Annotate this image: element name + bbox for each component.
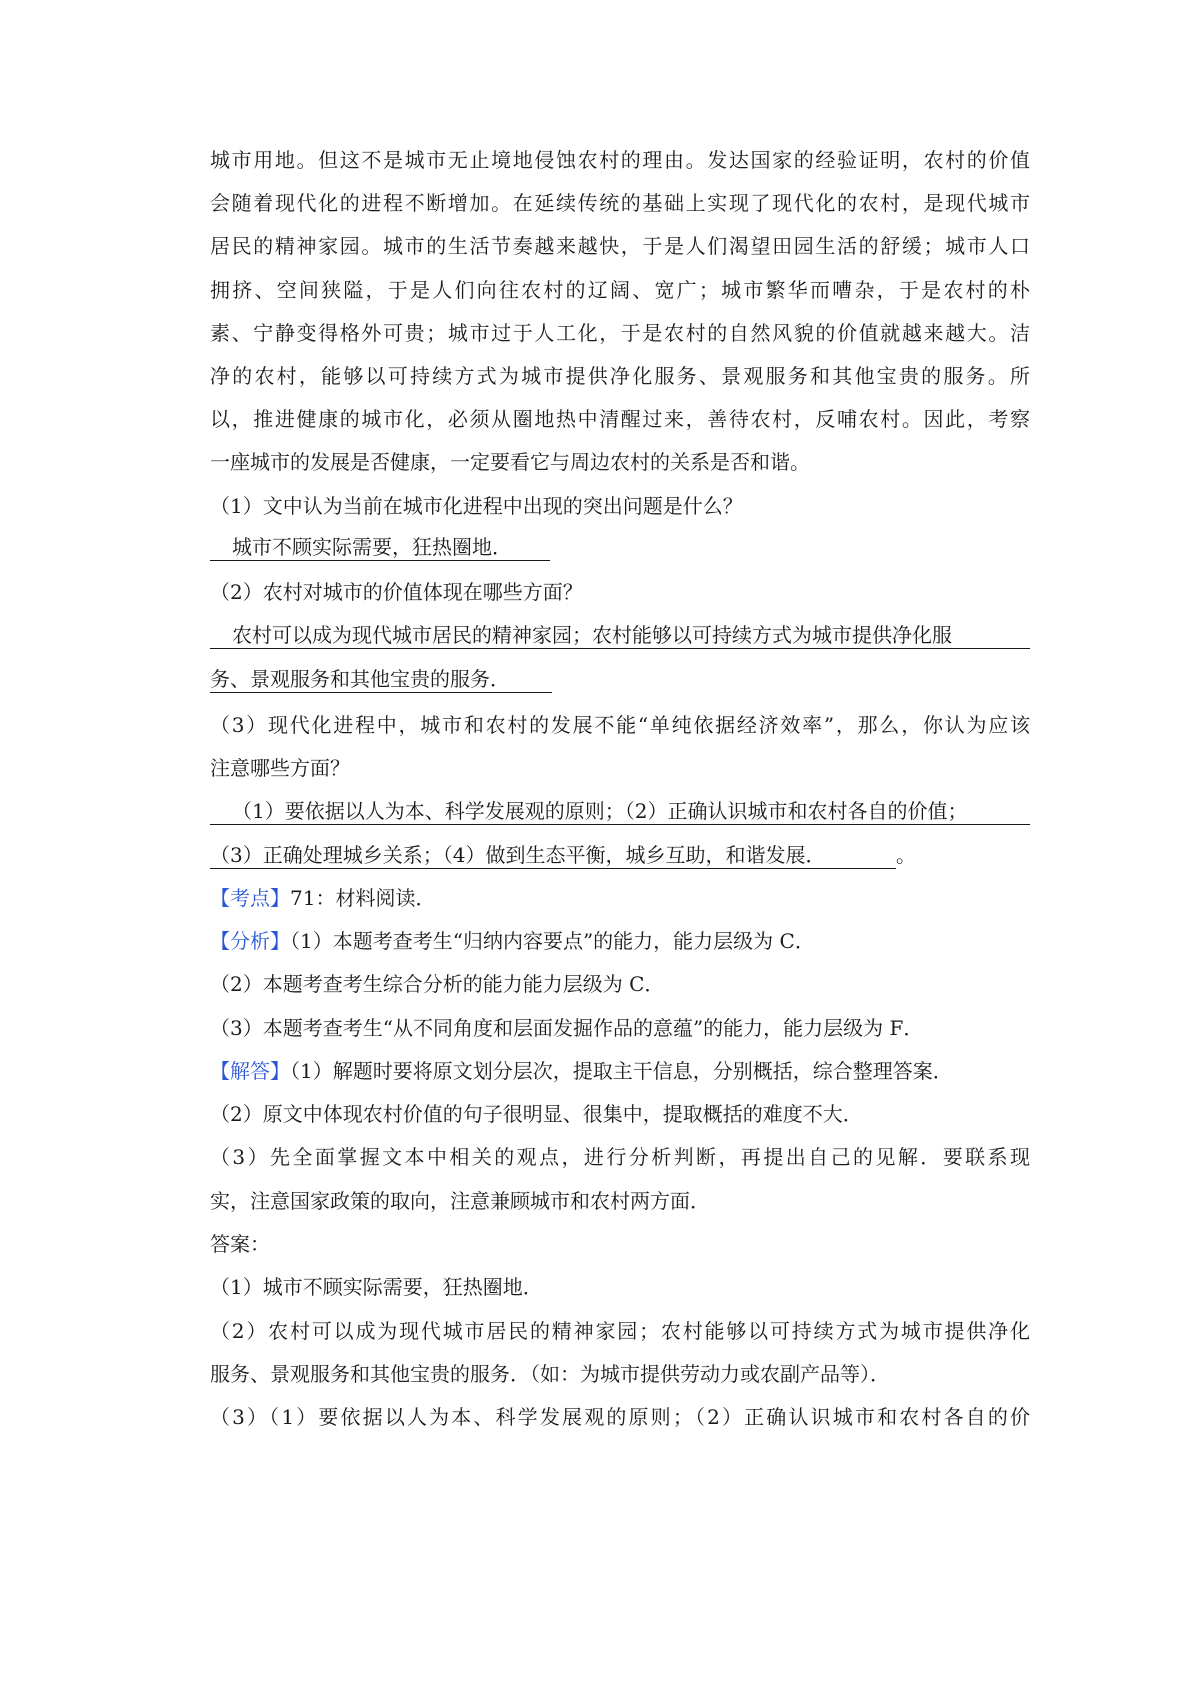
question-3-answer-line-1 xyxy=(210,796,1030,826)
jieda-line-1 xyxy=(210,1056,1030,1086)
jieda-line-4: 实，注意国家政策的取向，注意兼顾城市和农村两方面． xyxy=(210,1189,710,1213)
passage-line: 一座城市的发展是否健康，一定要看它与周边农村的关系是否和谐。 xyxy=(210,450,810,474)
answer-2-line-2: 服务、景观服务和其他宝贵的服务．（如：为城市提供劳动力或农副产品等）． xyxy=(210,1362,890,1386)
question-3-answer-line-2 xyxy=(210,840,1030,870)
jieda-tag: 【解答】 xyxy=(210,1059,290,1083)
kaodian-text: 71：材料阅读． xyxy=(290,886,436,910)
kaodian-line xyxy=(210,883,1030,913)
answer-blank: 务、景观服务和其他宝贵的服务． xyxy=(210,666,552,693)
passage-line: 净的农村，能够以可持续方式为城市提供净化服务、景观服务和其他宝贵的服务。所 xyxy=(210,364,1030,388)
fenxi-line-3: （3）本题考查考生“从不同角度和层面发掘作品的意蕴”的能力，能力层级为 F． xyxy=(210,1016,924,1040)
fenxi-text: （1）本题考查考生“归纳内容要点”的能力，能力层级为 C． xyxy=(290,929,815,953)
passage-line: 拥挤、空间狭隘，于是人们向往农村的辽阔、宽广；城市繁华而嘈杂，于是农村的朴 xyxy=(210,278,1030,302)
question-1-answer xyxy=(210,532,1030,562)
passage-line: 城市用地。但这不是城市无止境地侵蚀农村的理由。发达国家的经验证明，农村的价值 xyxy=(210,148,1030,172)
question-1: （1）文中认为当前在城市化进程中出现的突出问题是什么？ xyxy=(210,494,743,518)
jieda-line-2: （2）原文中体现农村价值的句子很明显、很集中，提取概括的难度不大． xyxy=(210,1102,863,1126)
answer-2-line-1: （2）农村可以成为现代城市居民的精神家园；农村能够以可持续方式为城市提供净化 xyxy=(210,1319,1030,1343)
question-2: （2）农村对城市的价值体现在哪些方面？ xyxy=(210,580,583,604)
answer-blank: 农村可以成为现代城市居民的精神家园；农村能够以可持续方式为城市提供净化服 xyxy=(210,622,1030,649)
fenxi-line-2: （2）本题考查考生综合分析的能力能力层级为 C． xyxy=(210,972,665,996)
answer-3-line-1: （3）（1）要依据以人为本、科学发展观的原则；（2）正确认识城市和农村各自的价 xyxy=(210,1405,1030,1429)
question-3-line-1: （3）现代化进程中，城市和农村的发展不能“单纯依据经济效率”，那么，你认为应该 xyxy=(210,713,1030,737)
answer-blank: 城市不顾实际需要，狂热圈地． xyxy=(210,534,550,561)
jieda-line-3: （3）先全面掌握文本中相关的观点，进行分析判断，再提出自己的见解．要联系现 xyxy=(210,1145,1030,1169)
jieda-text: （1）解题时要将原文划分层次，提取主干信息，分别概括，综合整理答案． xyxy=(290,1059,953,1083)
answer-end-mark: 。 xyxy=(896,843,916,867)
passage-line: 素、宁静变得格外可贵；城市过于人工化，于是农村的自然风貌的价值就越来越大。洁 xyxy=(210,321,1030,345)
fenxi-tag: 【分析】 xyxy=(210,929,290,953)
question-3-line-2: 注意哪些方面？ xyxy=(210,756,350,780)
kaodian-tag: 【考点】 xyxy=(210,886,290,910)
question-2-answer-line-1 xyxy=(210,620,1030,650)
passage-line: 会随着现代化的进程不断增加。在延续传统的基础上实现了现代化的农村，是现代城市 xyxy=(210,191,1030,215)
answers-heading: 答案： xyxy=(210,1232,270,1256)
answer-1: （1）城市不顾实际需要，狂热圈地． xyxy=(210,1275,543,1299)
answer-blank: （1）要依据以人为本、科学发展观的原则；（2）正确认识城市和农村各自的价值； xyxy=(210,798,1030,825)
fenxi-line-1 xyxy=(210,926,1030,956)
answer-blank: （3）正确处理城乡关系；（4）做到生态平衡，城乡互助，和谐发展． xyxy=(210,842,896,869)
passage-line: 居民的精神家园。城市的生活节奏越来越快，于是人们渴望田园生活的舒缓；城市人口 xyxy=(210,234,1030,258)
question-2-answer-line-2 xyxy=(210,664,1030,694)
passage-line: 以，推进健康的城市化，必须从圈地热中清醒过来，善待农村，反哺农村。因此，考察 xyxy=(210,407,1030,431)
